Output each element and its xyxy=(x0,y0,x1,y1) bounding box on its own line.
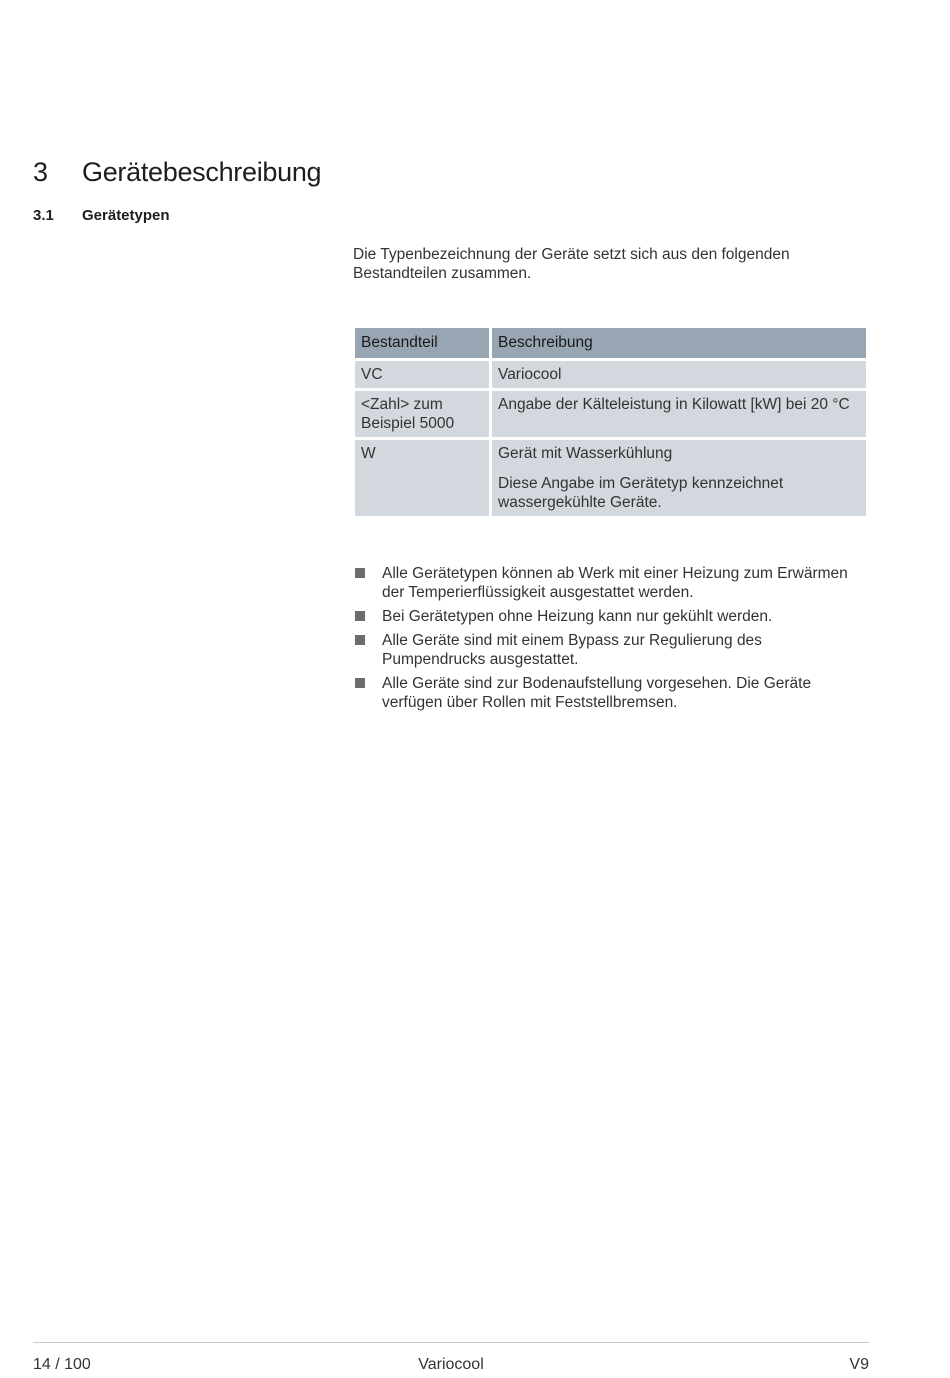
section-heading xyxy=(33,207,170,224)
footer-page-number: 14 / 100 xyxy=(33,1356,91,1373)
bullet-square-icon xyxy=(355,635,365,645)
desc-text: Gerät mit Wasserkühlung xyxy=(498,445,673,462)
table-header-row xyxy=(355,328,866,358)
bullet-square-icon xyxy=(355,678,365,688)
header-bestandteil: Bestandteil xyxy=(355,328,489,358)
list-item-text: Alle Geräte sind zur Bodenaufstellung vorgesehen. Die Geräte verfügen über Rollen mit Feststellbremsen. xyxy=(382,675,812,711)
type-designation-table xyxy=(352,325,869,519)
chapter-heading xyxy=(33,157,321,188)
table-cell-part: W xyxy=(355,440,489,516)
table-row xyxy=(355,361,866,388)
table-cell-desc xyxy=(492,440,866,516)
list-item-text: Alle Geräte sind mit einem Bypass zur Regulierung des Pumpendrucks ausgestattet. xyxy=(382,632,762,668)
footer-divider xyxy=(33,1342,869,1343)
bullet-square-icon xyxy=(355,568,365,578)
intro-paragraph: Die Typenbezeichnung der Geräte setzt sich aus den folgenden Bestandteilen zusammen. xyxy=(353,246,790,282)
table-cell-part: VC xyxy=(355,361,489,388)
table-cell-desc xyxy=(492,361,866,388)
list-item xyxy=(353,607,868,626)
list-item xyxy=(353,564,868,602)
section-title: Gerätetypen xyxy=(82,207,170,224)
table-row xyxy=(355,391,866,437)
feature-list xyxy=(353,564,868,717)
list-item xyxy=(353,631,868,669)
desc-text: Variocool xyxy=(498,366,562,383)
chapter-title: Gerätebeschreibung xyxy=(82,157,322,187)
desc-text: Angabe der Kälteleistung in Kilowatt [kW] bei 20 °C xyxy=(498,396,850,413)
list-item-text: Alle Gerätetypen können ab Werk mit einer Heizung zum Erwärmen der Temperierflüssigkeit ausgestattet werden. xyxy=(382,565,848,601)
footer-version: V9 xyxy=(849,1356,869,1373)
header-beschreibung: Beschreibung xyxy=(492,328,866,358)
footer-product-name: Variocool xyxy=(418,1356,484,1373)
list-item xyxy=(353,674,868,712)
table-cell-part: <Zahl> zum Beispiel 5000 xyxy=(355,391,489,437)
list-item-text: Bei Gerätetypen ohne Heizung kann nur gekühlt werden. xyxy=(382,608,773,625)
chapter-number: 3 xyxy=(33,157,48,187)
section-number: 3.1 xyxy=(33,207,54,224)
desc-text: Diese Angabe im Gerätetyp kennzeichnet wassergekühlte Geräte. xyxy=(498,475,784,511)
table-row xyxy=(355,440,866,516)
bullet-square-icon xyxy=(355,611,365,621)
table-cell-desc xyxy=(492,391,866,437)
